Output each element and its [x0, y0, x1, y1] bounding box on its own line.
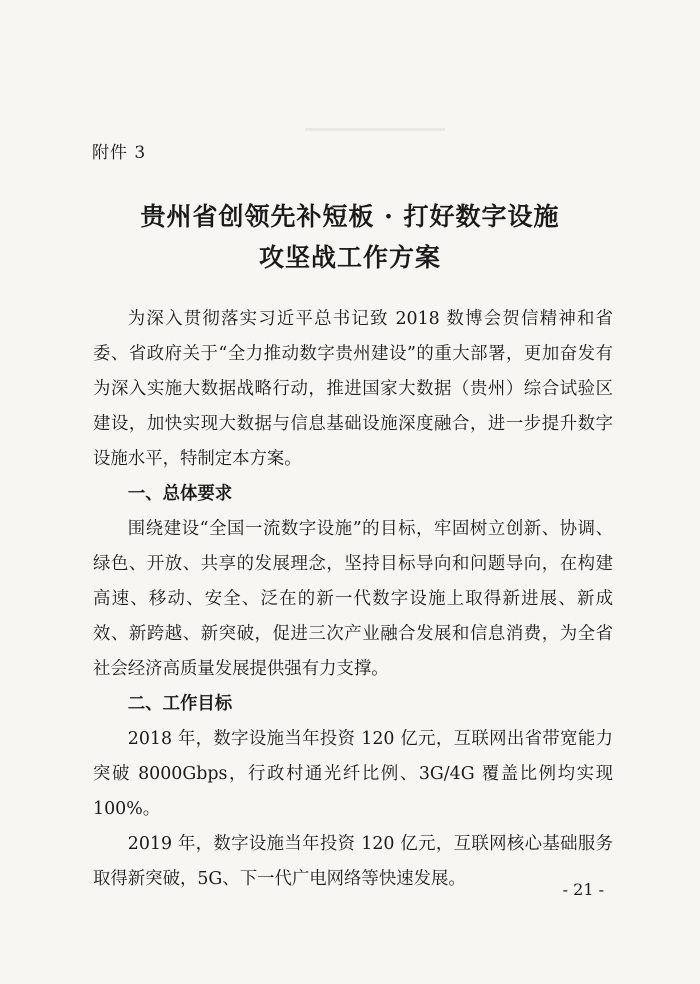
goal-2018-paragraph: 2018 年，数字设施当年投资 120 亿元，互联网出省带宽能力突破 8000Gbps，行政村通光纤比例、3G/4G 覆盖比例均实现 100%。: [93, 729, 613, 819]
document-body: [93, 302, 613, 897]
scan-bleed-mark: [305, 128, 445, 131]
section-1-heading: 一、总体要求: [127, 484, 233, 504]
document-title-line-2: 攻坚战工作方案: [258, 243, 441, 272]
intro-paragraph: 为深入贯彻落实习近平总书记致 2018 数博会贺信精神和省委、省政府关于“全力推动数字贵州建设”的重大部署，更加奋发有为深入实施大数据战略行动，推进国家大数据（贵州）综合试验区建设，加快实现大数据与信息基础设施深度融合，进一步提升数字设施水平，特制定本方案。: [93, 309, 613, 469]
section-2-heading: 二、工作目标: [127, 694, 233, 714]
document-title-line-1: 贵州省创领先补短板 · 打好数字设施: [140, 202, 560, 231]
annex-label: 附件 3: [92, 143, 147, 163]
goal-2019-paragraph: 2019 年，数字设施当年投资 120 亿元，互联网核心基础服务取得新突破，5G、下一代广电网络等快速发展。: [93, 834, 613, 889]
section-1-paragraph: 围绕建设“全国一流数字设施”的目标，牢固树立创新、协调、绿色、开放、共享的发展理念，坚持目标导向和问题导向，在构建高速、移动、安全、泛在的新一代数字设施上取得新进展、新成效、新跨越、新突破，促进三次产业融合发展和信息消费，为全省社会经济高质量发展提供强有力支撑。: [93, 519, 613, 679]
page-number: - 21 -: [562, 880, 604, 899]
